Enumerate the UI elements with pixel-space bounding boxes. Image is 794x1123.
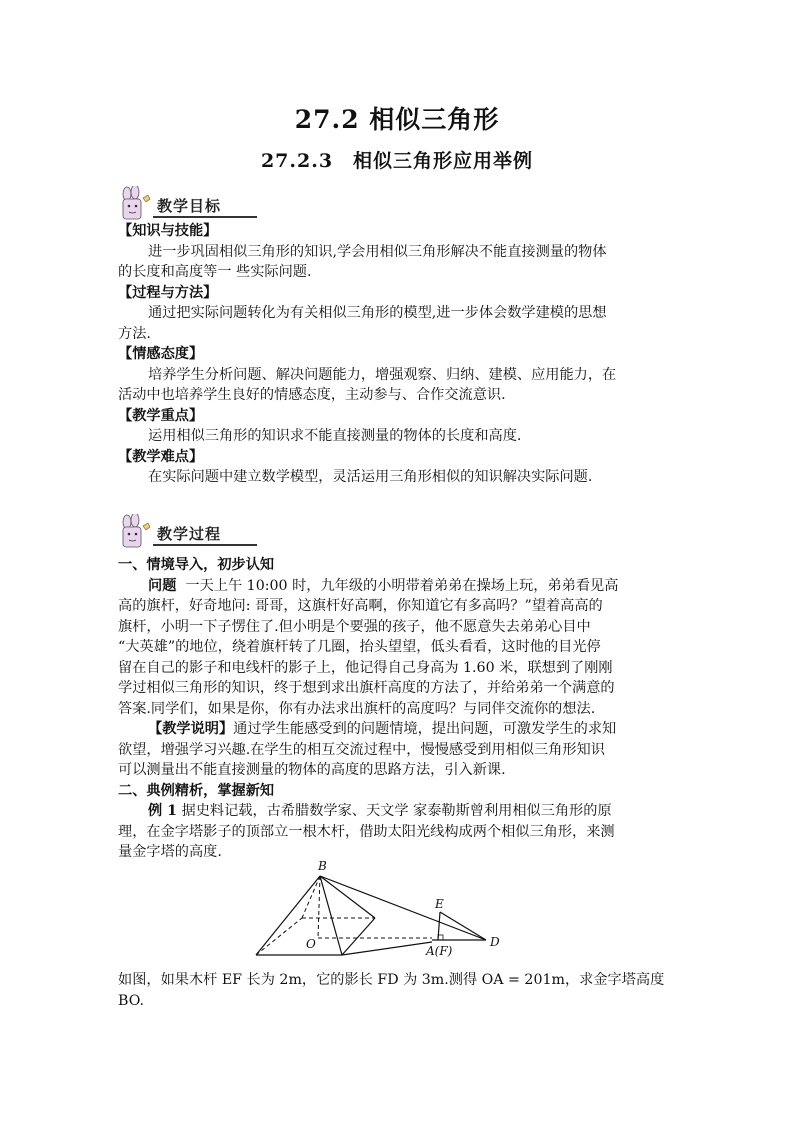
goal-text: 进一步巩固相似三角形的知识,学会用相似三角形解决不能直接测量的物体 bbox=[148, 243, 607, 260]
goal-heading: 【过程与方法】 bbox=[118, 284, 218, 301]
section-heading: 一、情境导入，初步认知 bbox=[118, 557, 275, 573]
badge-underline bbox=[153, 544, 257, 546]
question-section bbox=[118, 970, 678, 1011]
section-heading: 二、典例精析，掌握新知 bbox=[118, 782, 275, 799]
question-text: BO. bbox=[118, 992, 144, 1009]
label-o: O bbox=[306, 937, 316, 951]
goal-text: 运用相似三角形的知识求不能直接测量的物体的长度和高度. bbox=[148, 428, 522, 444]
note-text: 欲望，增强学习兴趣.在学生的相互交流过程中，慢慢感受到用相似三角形知识 bbox=[118, 741, 605, 758]
example-text: 据史料记载，古希腊数学家、天文学 家泰勒斯曾利用相似三角形的原 bbox=[181, 803, 612, 819]
question-text: 如图，如果木杆 EF 长为 2m，它的影长 FD 为 3m.测得 OA = 201m，求金字塔高度 bbox=[118, 972, 665, 988]
goal-heading: 【情感态度】 bbox=[118, 346, 204, 362]
badge-label: 教学目标 bbox=[157, 197, 222, 215]
problem-text: 高的旗杆，好奇地问: 哥哥，这旗杆好高啊，你知道它有多高吗？”望着高高的 bbox=[118, 598, 603, 614]
goal-heading: 【教学难点】 bbox=[118, 448, 204, 465]
page-title: 27.2 相似三角形 bbox=[294, 105, 500, 134]
problem-text: 旗杆，小明一下子愣住了.但小明是个要强的孩子，他不愿意失去弟弟心目中 bbox=[118, 618, 591, 635]
goal-text: 培养学生分析问题、解决问题能力，增强观察、归纳、建模、应用能力，在 bbox=[148, 366, 617, 383]
section-badge-goals bbox=[117, 186, 257, 222]
problem-line bbox=[118, 576, 678, 597]
example-text: 理，在金字塔影子的顶部立一根木杆，借助太阳光线构成两个相似三角形，来测 bbox=[118, 823, 615, 840]
problem-label: 问题 bbox=[148, 577, 177, 594]
goal-text: 的长度和高度等一 些实际问题. bbox=[118, 264, 312, 280]
label-d: D bbox=[490, 935, 500, 949]
example-text: 量金字塔的高度. bbox=[118, 844, 222, 860]
note-text: 可以测量出不能直接测量的物体的高度的思路方法，引入新课. bbox=[118, 762, 506, 778]
process-section bbox=[118, 555, 678, 863]
note-line bbox=[118, 719, 678, 740]
badge-underline bbox=[153, 216, 257, 218]
goals-section bbox=[118, 221, 678, 488]
mascot-icon bbox=[117, 186, 157, 222]
badge-label: 教学过程 bbox=[157, 525, 222, 543]
goal-heading: 【教学重点】 bbox=[118, 407, 204, 424]
mascot-icon bbox=[117, 514, 157, 550]
goal-text: 在实际问题中建立数学模型，灵活运用三角形相似的知识解决实际问题. bbox=[148, 469, 593, 485]
goal-heading: 【知识与技能】 bbox=[118, 223, 218, 239]
problem-text: 学过相似三角形的知识，终于想到求出旗杆高度的方法了，并给弟弟一个满意的 bbox=[118, 680, 615, 696]
goal-text: 通过把实际问题转化为有关相似三角形的模型,进一步体会数学建模的思想 bbox=[148, 305, 607, 321]
example-line bbox=[118, 801, 678, 822]
note-label: 【教学说明】 bbox=[148, 721, 234, 737]
problem-text: 留在自己的影子和电线杆的影子上，他记得自己身高为 1.60 米，联想到了刚刚 bbox=[118, 659, 613, 676]
note-text: 通过学生能感受到的问题情境，提出问题，可激发学生的求知 bbox=[233, 721, 617, 737]
goal-text: 方法. bbox=[118, 325, 151, 342]
page-subtitle: 27.2.3 相似三角形应用举例 bbox=[260, 150, 534, 172]
label-e: E bbox=[435, 897, 444, 911]
goal-text: 活动中也培养学生良好的情感态度，主动参与、合作交流意识. bbox=[118, 387, 506, 403]
label-b: B bbox=[318, 859, 327, 873]
problem-text: 一天上午 10:00 时，九年级的小明带着弟弟在操场上玩，弟弟看见高 bbox=[185, 577, 619, 594]
problem-text: “大英雄”的地位，绕着旗杆转了几圈，抬头望望，低头看看，这时他的目光停 bbox=[118, 639, 601, 655]
label-a-f: A(F) bbox=[426, 944, 453, 958]
section-badge-process bbox=[117, 514, 257, 550]
example-label: 例 1 bbox=[148, 803, 177, 819]
pyramid-diagram bbox=[250, 858, 510, 963]
problem-text: 答案.同学们，如果是你，你有办法求出旗杆的高度吗？与同伴交流你的想法. bbox=[118, 700, 596, 717]
